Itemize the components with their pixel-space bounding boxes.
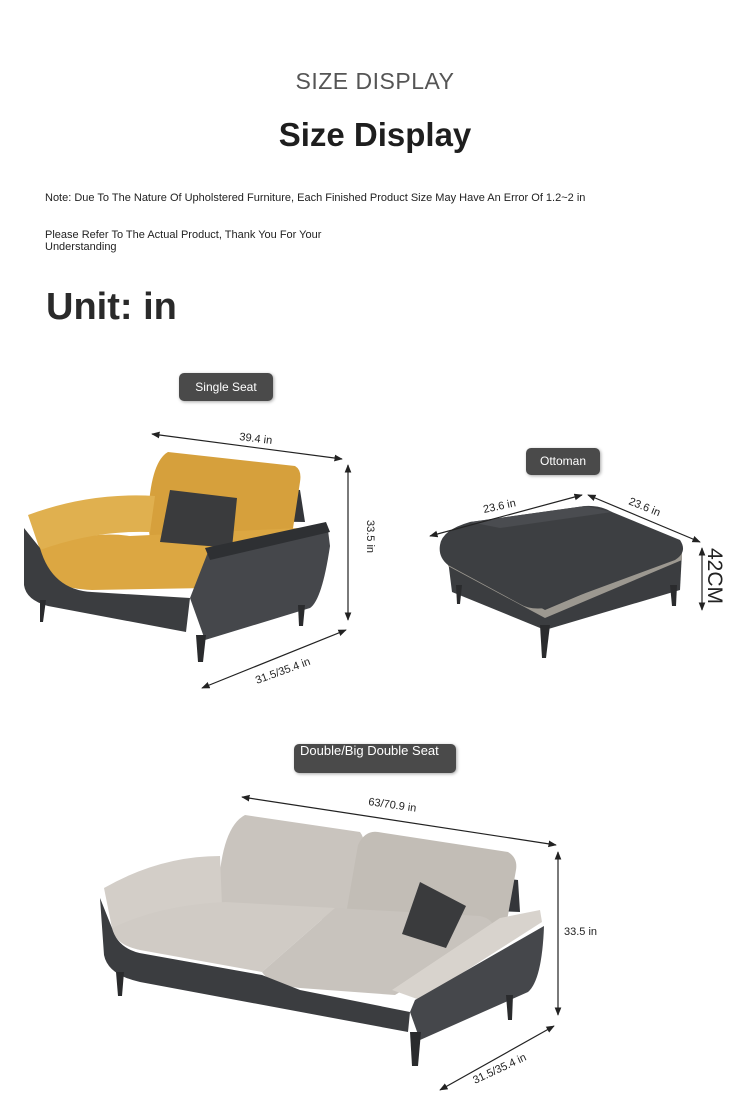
double-seat-illustration (100, 796, 597, 1090)
double-seat-label: Double/Big Double Seat (294, 744, 456, 773)
single-height-label: 33.5 in (364, 520, 376, 554)
ottoman-label: Ottoman (526, 448, 600, 475)
single-pillow-icon (160, 490, 237, 548)
single-seat-illustration (24, 431, 376, 688)
ottoman-height-label: 42CM (703, 548, 726, 605)
error-note: Note: Due To The Nature Of Upholstered Furniture, Each Finished Product Size May Have An Error Of 1.2~2 in (45, 192, 586, 204)
ottoman-width-label: 23.6 in (482, 497, 517, 516)
ottoman-depth-label: 23.6 in (626, 495, 662, 520)
double-width-label: 63/70.9 in (367, 796, 418, 815)
ottoman-illustration (430, 495, 726, 658)
thanks-note: Please Refer To The Actual Product, Thank You For Your Understanding (45, 229, 322, 253)
double-depth-label: 31.5/35.4 in (471, 1051, 529, 1087)
page-title: Size Display (278, 116, 472, 153)
single-width-label: 39.4 in (238, 431, 273, 448)
double-height-label: 33.5 in (564, 926, 598, 938)
single-seat-label: Single Seat (179, 373, 273, 401)
single-depth-label: 31.5/35.4 in (253, 655, 313, 687)
unit-label: Unit: in (46, 286, 177, 328)
section-eyebrow: SIZE DISPLAY (295, 68, 455, 94)
